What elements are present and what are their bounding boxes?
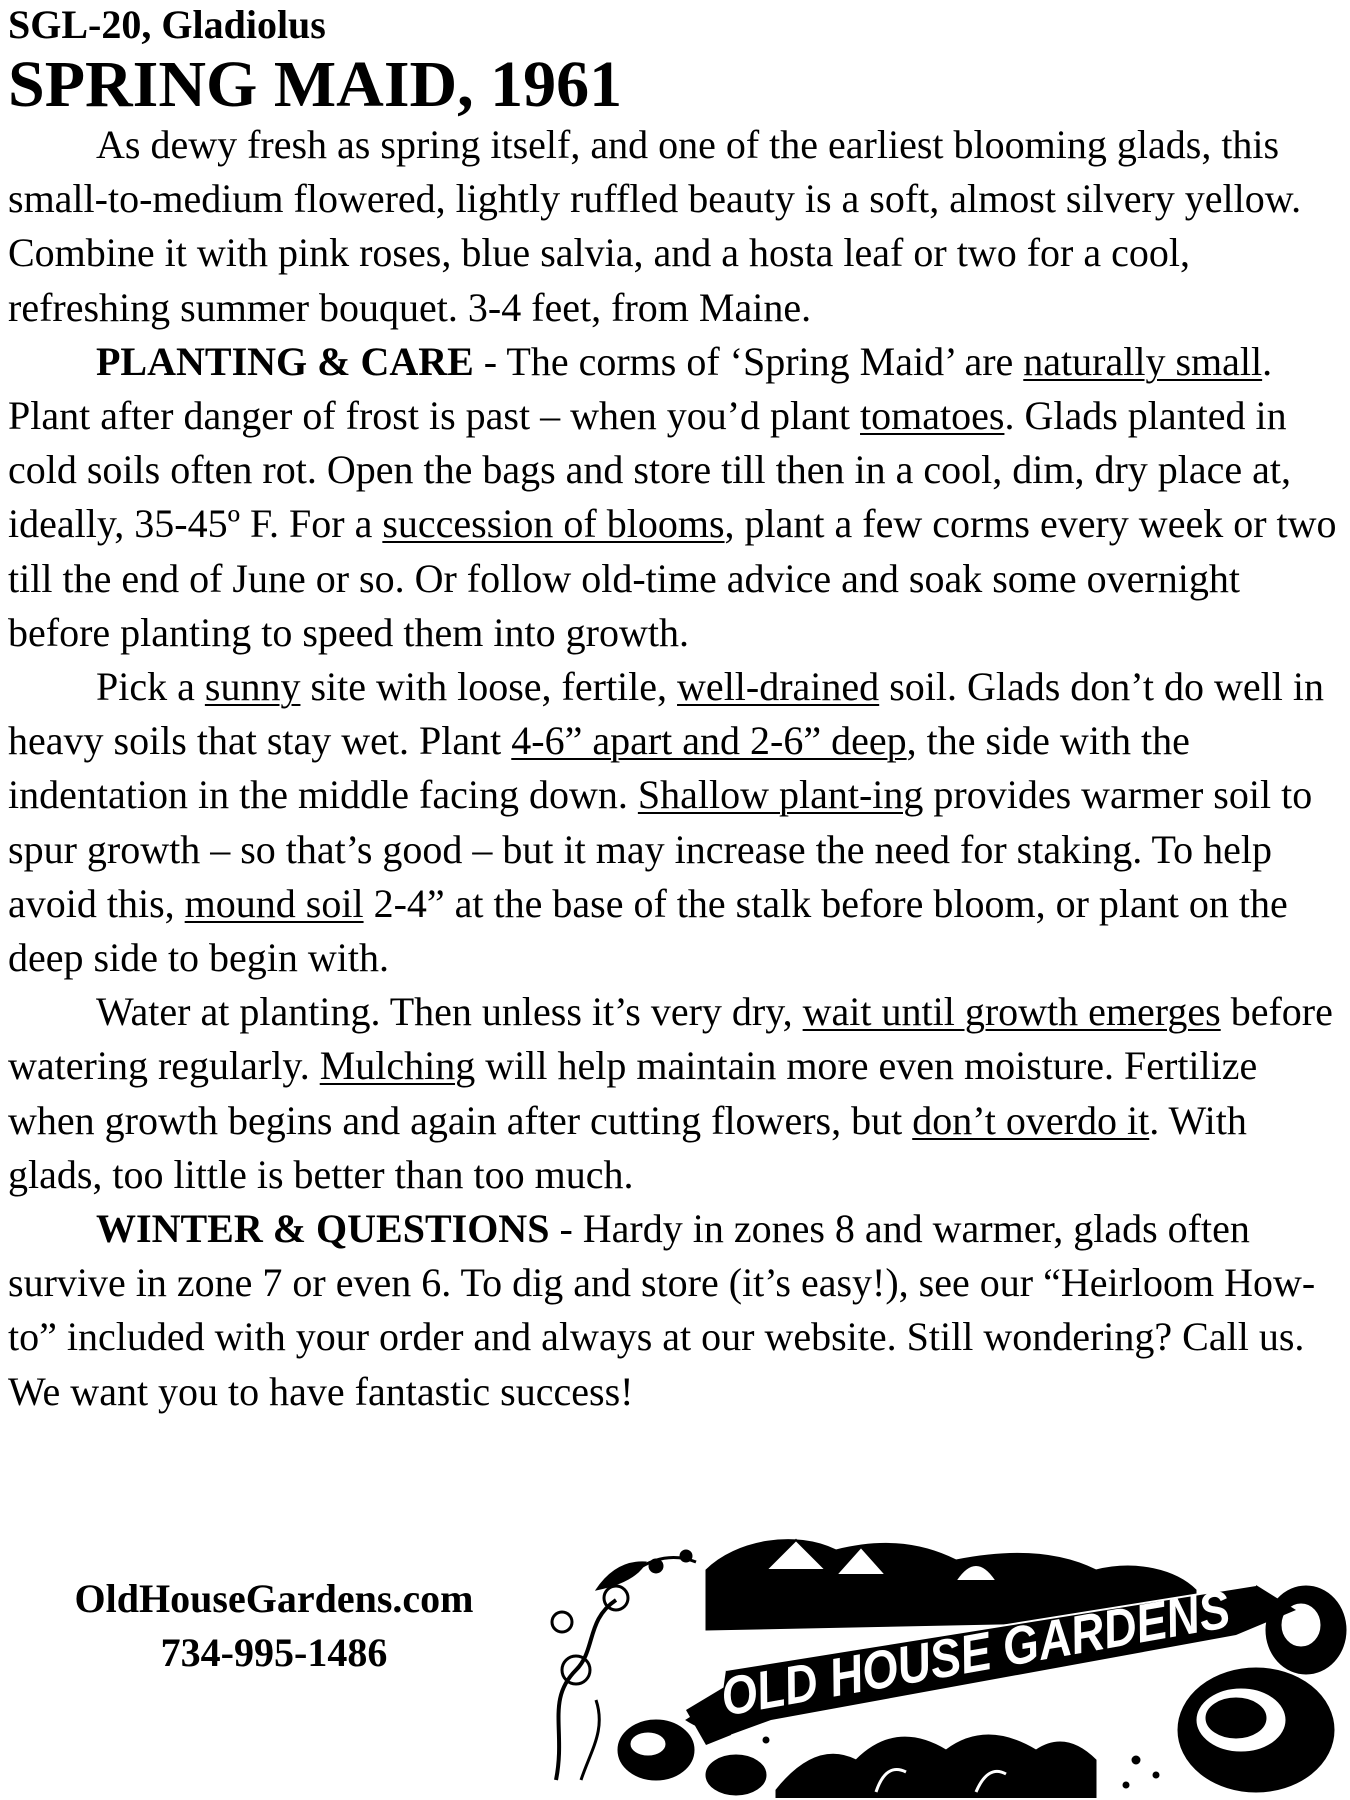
underlined-text: Mulching xyxy=(319,1043,476,1089)
contact-block xyxy=(44,1572,504,1680)
underlined-text: sunny xyxy=(204,664,301,710)
paragraph-text: Pick a xyxy=(96,664,205,710)
underlined-text: wait until growth emerges xyxy=(802,989,1221,1035)
paragraph-text: . With glads, too little is better than too much. xyxy=(8,1097,1247,1197)
paragraph-text: 2-4” at the base of the stalk before bloom, or plant on the deep side to begin with. xyxy=(8,880,1288,981)
paragraph-text: , the side with the indentation in the middle facing down. xyxy=(8,718,1190,818)
paragraph-text: , plant a few corms every week or two till the end of June or so. Or follow old-time advice and soak some overnight before planting to speed them into growth. xyxy=(8,501,1337,655)
item-code-line: SGL-20, Gladiolus xyxy=(8,2,326,47)
document-sheet xyxy=(8,0,1344,1419)
planting-care-paragraph xyxy=(8,335,1344,660)
description-paragraph: As dewy fresh as spring itself, and one of the earliest blooming glads, this small-to-medium flowered, lightly ruffled beauty is a soft, almost silvery yellow. Combine it with pink roses, blue salvia, and a hosta leaf or two for a cool, refreshing summer bouquet. 3-4 feet, from Maine. xyxy=(8,122,1302,330)
planting-care-heading: PLANTING & CARE xyxy=(96,338,474,384)
winter-questions-paragraph xyxy=(8,1202,1344,1419)
underlined-text: don’t overdo it xyxy=(912,1097,1150,1143)
underlined-text: 4-6” apart and 2-6” deep xyxy=(511,718,907,764)
page-title: SPRING MAID, 1961 xyxy=(8,48,623,121)
website-text: OldHouseGardens.com xyxy=(74,1576,474,1621)
underlined-text: well-drained xyxy=(677,664,880,710)
winter-questions-heading: WINTER & QUESTIONS xyxy=(96,1206,550,1252)
body-text xyxy=(8,118,1344,1419)
site-paragraph xyxy=(8,660,1344,985)
paragraph-text: - Hardy in zones 8 and warmer, glads often survive in zone 7 or even 6. To dig and store (it’s easy!), see our “Heirloom How-to” included with your order and always at our website. Still wondering? Call us. We want you to have fantastic success! xyxy=(8,1206,1316,1414)
paragraph-text: provides warmer soil to spur growth – so that’s good – but it may increase the need for staking. To help avoid this, xyxy=(8,772,1313,926)
underlined-text: Shallow plant-ing xyxy=(637,772,924,818)
paragraph-text: . Glads planted in cold soils often rot. Open the bags and store till then in a cool, dim, dry place at, ideally, 35-45º F. For a xyxy=(8,393,1292,547)
old-house-gardens-logo xyxy=(536,1530,1348,1798)
paragraph-text: - The corms of ‘Spring Maid’ are xyxy=(473,338,1024,384)
paragraph-text: site with loose, fertile, xyxy=(300,664,678,710)
paragraph-text: before watering regularly. xyxy=(8,989,1333,1089)
underlined-text: succession of blooms xyxy=(382,501,725,547)
watering-paragraph xyxy=(8,985,1344,1202)
underlined-text: mound soil xyxy=(184,880,364,926)
paragraph-text: soil. Glads don’t do well in heavy soils that stay wet. Plant xyxy=(8,664,1324,764)
paragraph-text: will help maintain more even moisture. Fertilize when growth begins and again after cutting flowers, but xyxy=(8,1043,1258,1143)
paragraph-text: . Plant after danger of frost is past – when you’d plant xyxy=(8,338,1273,439)
paragraph-text: Water at planting. Then unless it’s very dry, xyxy=(96,989,803,1035)
underlined-text: tomatoes xyxy=(860,393,1005,439)
phone-number: 734-995-1486 xyxy=(160,1630,388,1675)
underlined-text: naturally small xyxy=(1023,338,1263,384)
logo-text: OLD HOUSE GARDENS xyxy=(716,1570,1276,1728)
